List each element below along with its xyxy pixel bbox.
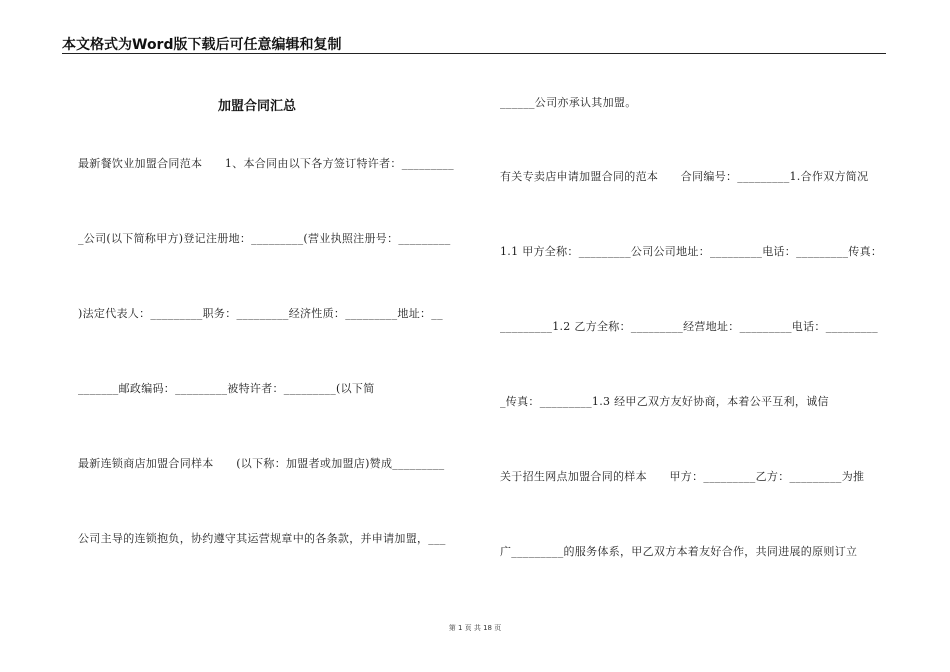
left-text-line: 最新连锁商店加盟合同样本 (以下称：加盟者或加盟店)赞成_________ bbox=[78, 457, 445, 470]
left-text-line: _公司(以下简称甲方)登记注册地：_________(营业执照注册号：_________ bbox=[78, 232, 451, 245]
right-text-line: 关于招生网点加盟合同的样本 甲方：_________乙方：_________为推 bbox=[500, 470, 865, 483]
document-title: 加盟合同汇总 bbox=[218, 99, 297, 114]
left-text-line: 最新餐饮业加盟合同范本 1、本合同由以下各方签订特许者：_________ bbox=[78, 157, 454, 170]
left-text-line: _______邮政编码：_________被特许者：_________(以下简 bbox=[78, 382, 375, 395]
header-divider bbox=[62, 53, 886, 54]
right-text-line: 广_________的服务体系，甲乙双方本着友好合作，共同进展的原则订立 bbox=[500, 545, 858, 558]
document-header-banner: 本文格式为Word版下载后可任意编辑和复制 bbox=[62, 37, 342, 53]
left-text-line: )法定代表人：_________职务：_________经济性质：_________地址：__ bbox=[78, 307, 443, 320]
right-text-line: _传真：_________1.3 经甲乙双方友好协商，本着公平互利，诚信 bbox=[500, 395, 829, 408]
page-number-footer: 第 1 页 共 18 页 bbox=[448, 624, 502, 632]
right-text-line: ______公司亦承认其加盟。 bbox=[500, 96, 637, 109]
right-text-line: 1.1 甲方全称：_________公司公司地址：_________电话：_________传真： bbox=[500, 245, 883, 258]
left-text-line: 公司主导的连锁抱负，协约遵守其运营规章中的各条款，并申请加盟，___ bbox=[78, 532, 446, 545]
right-text-line: 有关专卖店申请加盟合同的范本 合同编号：_________1.合作双方简况 bbox=[500, 170, 869, 183]
right-text-line: _________1.2 乙方全称：_________经营地址：_________电话：_________ bbox=[500, 320, 878, 333]
